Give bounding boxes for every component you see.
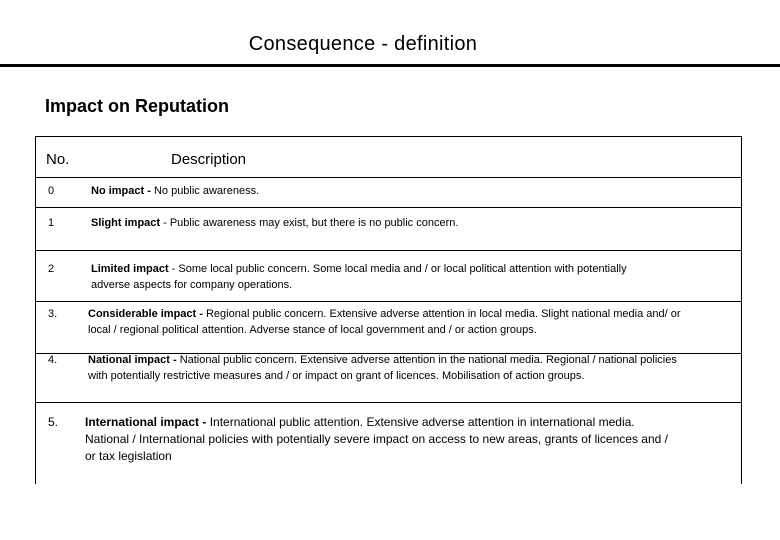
- reputation-impact-table: [35, 136, 742, 484]
- row-divider: [36, 301, 741, 302]
- row-number: 2: [48, 263, 55, 275]
- impact-text: Regional public concern. Extensive adverse attention in local media. Slight national media and/ or local / regional political attention. Adverse stance of local government and / or action groups.: [88, 308, 681, 336]
- column-header-description: Description: [171, 151, 247, 168]
- row-description: [91, 216, 691, 232]
- row-number: 3.: [48, 308, 58, 320]
- row-divider: [36, 177, 741, 178]
- row-description: [91, 262, 651, 293]
- row-divider: [36, 207, 741, 208]
- impact-text: - Public awareness may exist, but there is no public concern.: [160, 217, 459, 229]
- row-number: 4.: [48, 354, 58, 366]
- title-divider: [0, 64, 780, 67]
- row-number: 5.: [48, 415, 59, 429]
- page-title: Consequence - definition: [248, 33, 478, 55]
- impact-term: Considerable impact -: [88, 308, 206, 320]
- impact-term: International impact -: [85, 415, 210, 429]
- row-number: 1: [48, 217, 55, 229]
- row-number: 0: [48, 185, 55, 197]
- row-description: [88, 307, 688, 338]
- impact-term: Limited impact: [91, 263, 169, 275]
- row-description: [88, 353, 678, 384]
- impact-term: No impact -: [91, 185, 154, 197]
- row-description: [85, 414, 675, 465]
- row-divider: [36, 250, 741, 251]
- impact-term: Slight impact: [91, 217, 161, 229]
- impact-text: - Some local public concern. Some local media and / or local political attention with potentially adverse aspects for company operations.: [91, 263, 627, 291]
- impact-text: International public attention. Extensive adverse attention in international media. National / International policies with potentially severe impact on access to new areas, grants of licences and / or tax legislation: [85, 415, 668, 463]
- row-divider: [36, 402, 741, 403]
- impact-text: National public concern. Extensive adverse attention in the national media. Regional / national policies with potentially restrictive measures and / or impact on grant of licences. Mobilisation of action groups.: [88, 354, 677, 382]
- row-description: [91, 184, 691, 200]
- impact-term: National impact -: [88, 354, 180, 366]
- section-heading: Impact on Reputation: [45, 96, 229, 116]
- impact-text: No public awareness.: [153, 185, 260, 197]
- column-header-no: No.: [46, 151, 70, 168]
